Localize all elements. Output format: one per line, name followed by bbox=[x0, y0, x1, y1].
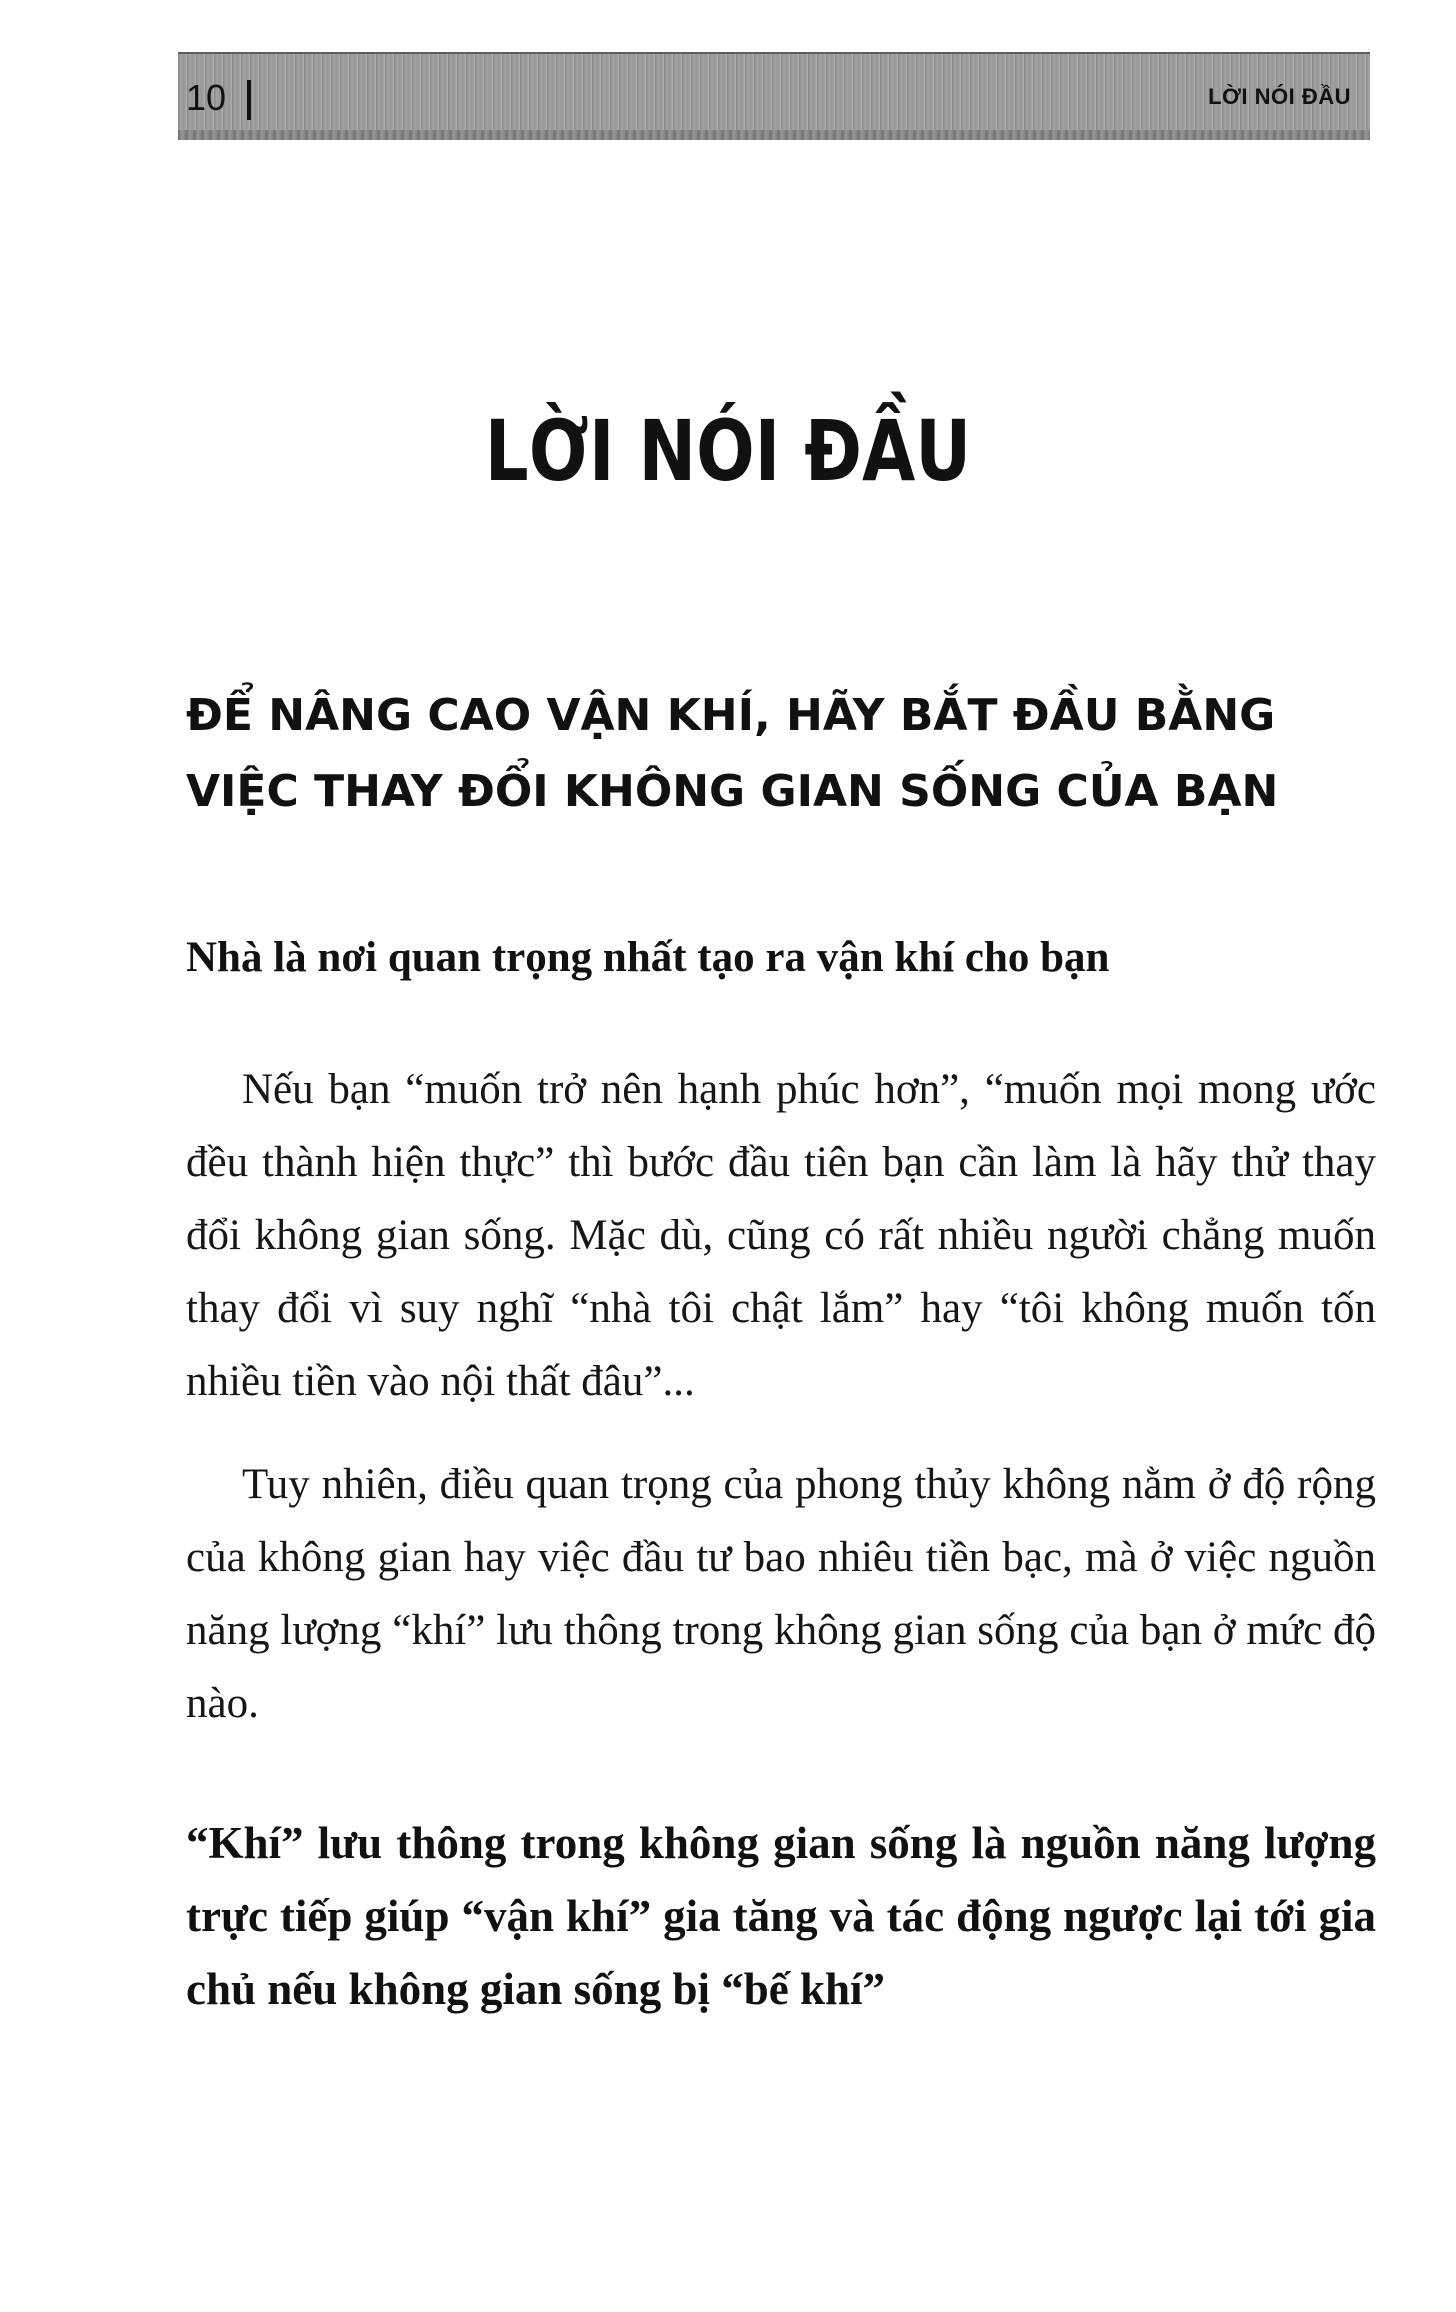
running-header-band bbox=[178, 52, 1370, 140]
body-paragraph-2: Tuy nhiên, điều quan trọng của phong thủy không nằm ở độ rộng của không gian hay việc đầu tư bao nhiêu tiền bạc, mà ở việc nguồn năng lượng “khí” lưu thông trong không gian sống của bạn ở mức độ nào. bbox=[186, 1461, 1376, 1727]
running-head: LỜI NÓI ĐẦU bbox=[1208, 84, 1351, 109]
subheading: Nhà là nơi quan trọng nhất tạo ra vận khí cho bạn bbox=[186, 934, 1110, 981]
page-number: 10 bbox=[186, 77, 227, 118]
bold-callout: “Khí” lưu thông trong không gian sống là nguồn năng lượng trực tiếp giúp “vận khí” gia tăng và tác động ngược lại tới gia chủ nếu không gian sống bị “bế khí” bbox=[186, 1818, 1376, 2014]
section-title: ĐỂ NÂNG CAO VẬN KHÍ, HÃY BẮT ĐẦU BẰNG VIỆC THAY ĐỔI KHÔNG GIAN SỐNG CỦA BẠN bbox=[186, 690, 1279, 817]
page-number-separator bbox=[247, 80, 251, 120]
body-paragraph-1: Nếu bạn “muốn trở nên hạnh phúc hơn”, “muốn mọi mong ước đều thành hiện thực” thì bước đầu tiên bạn cần làm là hãy thử thay đổi không gian sống. Mặc dù, cũng có rất nhiều người chẳng muốn thay đổi vì suy nghĩ “nhà tôi chật lắm” hay “tôi không muốn tốn nhiều tiền vào nội thất đâu”... bbox=[186, 1066, 1376, 1405]
chapter-title: LỜI NÓI ĐẦU bbox=[484, 402, 972, 500]
